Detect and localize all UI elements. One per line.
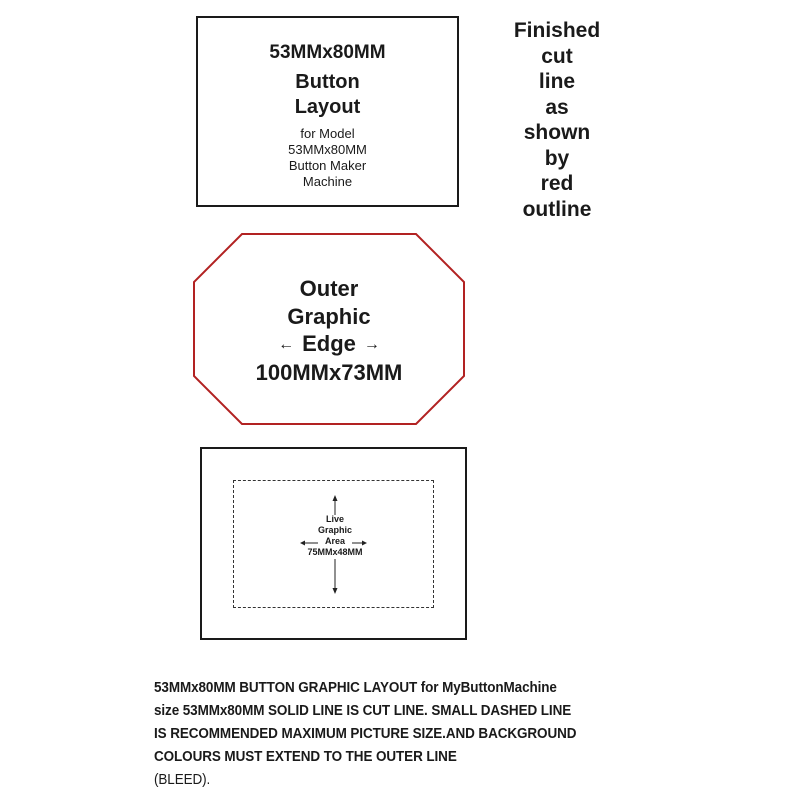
outer-size-line: 100MMx73MM [255, 359, 403, 385]
arrow-right-icon: → [363, 336, 380, 354]
caption-line: 53MMx80MM BUTTON GRAPHIC LAYOUT for MyButtonMachine [154, 680, 557, 696]
outer-line: Outer [299, 276, 359, 301]
note-line: cut [541, 44, 573, 68]
layout-desc-line: for Model [300, 126, 355, 141]
note-line: red [540, 172, 574, 195]
note-line: by [544, 146, 570, 170]
outer-line: Edge [302, 331, 356, 356]
outer-edge-line [195, 330, 463, 359]
layout-subtitle [198, 70, 457, 120]
live-line: Graphic [317, 525, 352, 535]
outer-line: Graphic [287, 303, 371, 329]
caption-line: IS RECOMMENDED MAXIMUM PICTURE SIZE.AND BACKGROUND [154, 726, 577, 742]
caption-line-text: COLOURS MUST EXTEND TO THE OUTER LINE [154, 749, 457, 765]
arrow-left-icon: ← [278, 336, 295, 354]
note-line: as [545, 95, 569, 119]
caption-line: size 53MMx80MM SOLID LINE IS CUT LINE. SMALL DASHED LINE [154, 703, 572, 719]
finished-cut-line-note [497, 18, 617, 222]
note-line: Finished [513, 19, 601, 42]
live-graphic-label [290, 514, 380, 558]
layout-desc-line: Button Maker [288, 158, 367, 173]
layout-desc-line: Machine [302, 174, 353, 189]
layout-caption [154, 677, 749, 792]
layout-description [198, 126, 457, 190]
layout-size-title: 53MMx80MM [269, 42, 386, 63]
live-size-line: 75MMx48MM [307, 547, 363, 557]
cut-line-box [196, 16, 459, 207]
arrow-down-icon [333, 588, 338, 594]
layout-subtitle-line: Layout [294, 96, 361, 118]
live-line: Area [324, 536, 345, 546]
outer-graphic-label [195, 275, 463, 386]
note-line: outline [522, 197, 592, 221]
note-line: line [538, 70, 576, 93]
note-line: shown [523, 121, 591, 144]
live-line: Live [325, 514, 344, 524]
caption-bleed-text: (BLEED). [154, 772, 211, 788]
arrow-up-icon [333, 495, 338, 501]
layout-subtitle-line: Button [295, 71, 360, 93]
layout-desc-line: 53MMx80MM [288, 142, 367, 157]
caption-line [154, 746, 749, 792]
